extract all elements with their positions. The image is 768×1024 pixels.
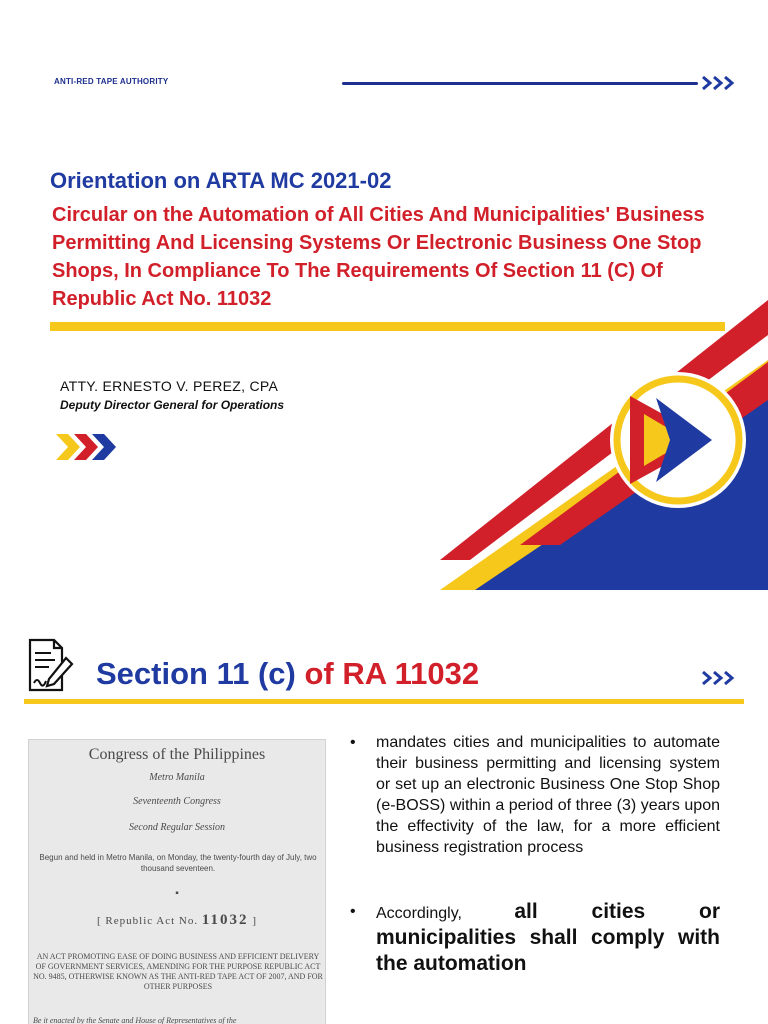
scan-begun: Begun and held in Metro Manila, on Monday, the twenty-fourth day of July, two thousand seventeen. [39, 853, 317, 873]
section-title-number: Section 11 (c) [96, 656, 296, 691]
document-signature-icon [24, 636, 74, 694]
bullet-list [350, 732, 720, 978]
org-name: ANTI-RED TAPE AUTHORITY [54, 77, 169, 86]
speaker-role: Deputy Director General for Operations [60, 398, 285, 412]
presentation-subtitle: Circular on the Automation of All Cities And Municipalities' Business Permitting And Licensing Systems Or Electronic Business One Stop Shops, In Compliance To The Requirements Of Section 11 (C) Of Republic Act No. 11032 [52, 204, 705, 310]
section-title [96, 656, 479, 692]
bullet-item: • mandates cities and municipalities to automate their business permitting and licensing system or set up an electronic Business One Stop Shop (e-BOSS) within a period of three (3) years upon the effectivity of the law, for a more efficient business registration process [350, 734, 720, 856]
scan-congress-number: Seventeenth Congress [133, 796, 221, 807]
scan-congress: Congress of the Philippines [88, 746, 266, 763]
scan-enacted: Be it enacted by the Senate and House of Representatives of the [33, 1016, 237, 1024]
title-underline [50, 322, 725, 331]
scan-metro: Metro Manila [149, 772, 205, 783]
bullet-marker: • [350, 734, 356, 751]
scan-act-title: AN ACT PROMOTING EASE OF DOING BUSINESS AND EFFICIENT DELIVERY OF GOVERNMENT SERVICES, AMENDING FOR THE PURPOSE REPUBLIC ACT NO. 9485, OTHERWISE KNOWN AS THE ANTI-RED TAPE ACT OF 2007, AND FOR OTHER PURPOSES [33, 952, 323, 991]
chevron-right-icon [701, 668, 737, 688]
bullet-item: • Accordingly, all cities or municipalities shall comply with the automation [350, 900, 720, 975]
scan-ra-heading: [ Republic Act No. 11032 ] [97, 912, 257, 928]
scan-seal-mark: ▪ [175, 888, 179, 899]
section-underline [24, 699, 744, 704]
scan-ra-number: 11032 [201, 912, 249, 928]
bullet-marker: • [350, 903, 356, 920]
tricolor-chevron-icon [54, 432, 118, 462]
section-title-law: of RA 11032 [304, 656, 480, 691]
presentation-title: Orientation on ARTA MC 2021-02 [50, 168, 392, 193]
section-slide [0, 612, 768, 1024]
scan-session: Second Regular Session [128, 822, 226, 833]
chevron-right-icon [701, 73, 737, 93]
republic-act-scan [28, 739, 326, 1024]
speaker-name: ATTY. ERNESTO V. PEREZ, CPA [60, 378, 279, 394]
header-rule [342, 82, 698, 85]
